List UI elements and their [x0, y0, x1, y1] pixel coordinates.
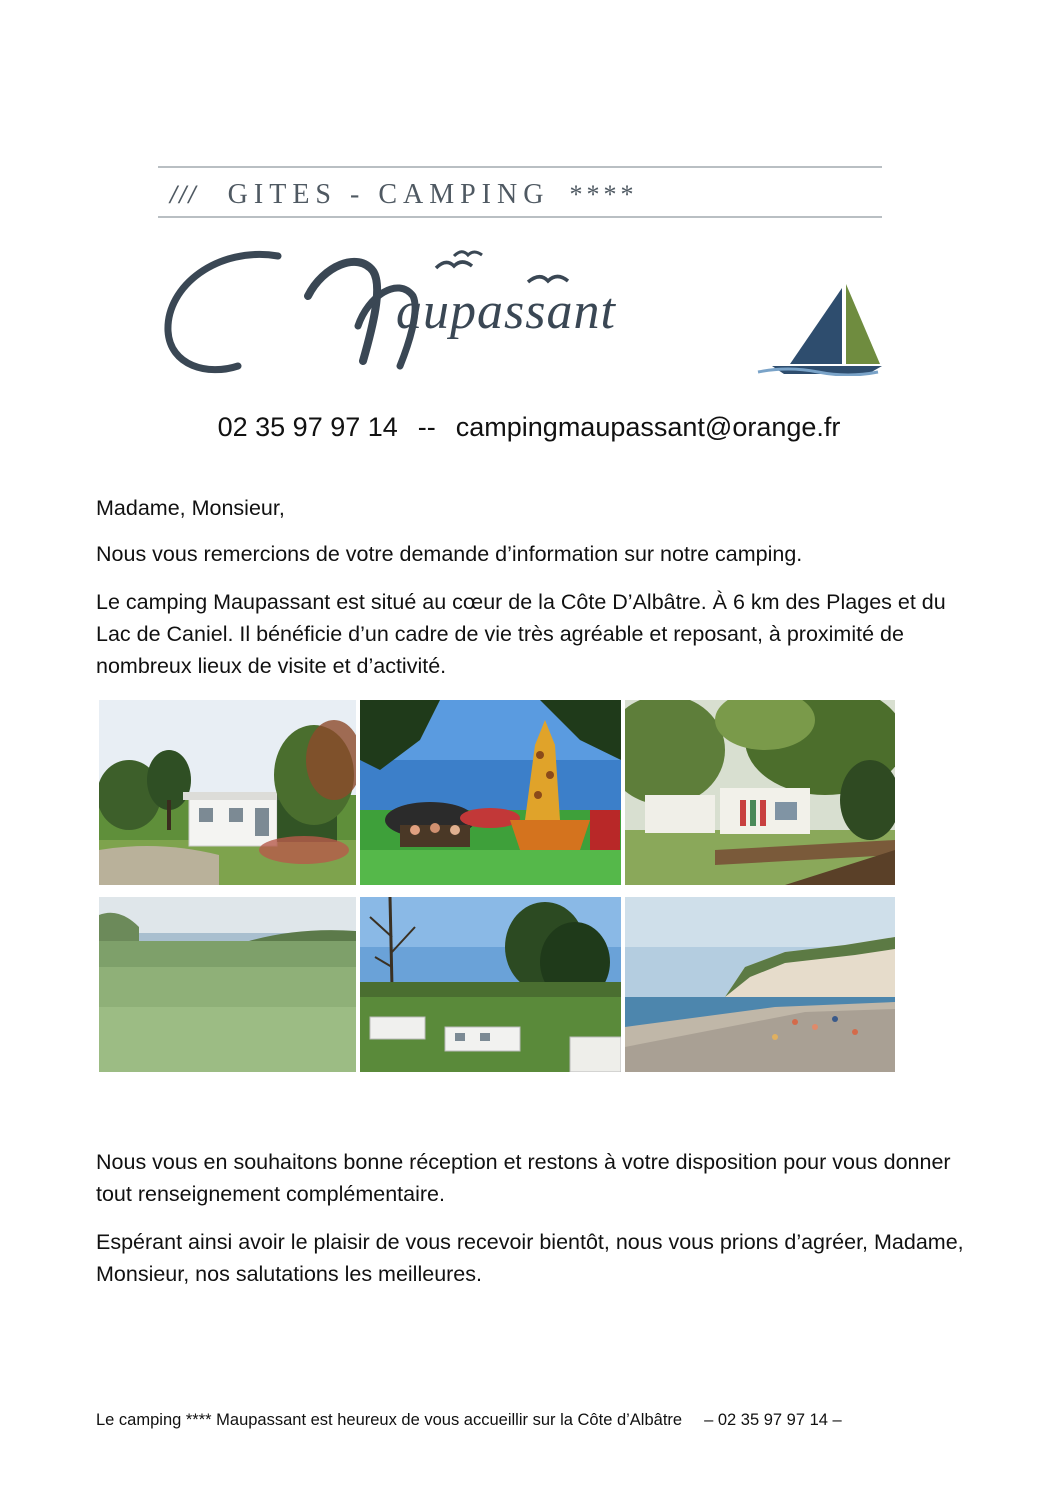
footer-text: Le camping **** Maupassant est heureux de vous accueillir sur la Côte d’Albâtre [96, 1411, 683, 1429]
logo-header [158, 175, 882, 215]
contact-email[interactable]: campingmaupassant@orange.fr [455, 412, 841, 442]
page-footer [96, 1411, 842, 1430]
photo-grid [99, 700, 895, 1072]
photo-mobile-homes-pines [360, 897, 621, 1072]
letter-closing-availability: Nous vous en souhaitons bonne réception et restons à votre disposition pour vous donner tout renseignement complémentaire. [96, 1150, 951, 1206]
photo-mobile-home-lawn [99, 700, 356, 885]
photo-giraffe-bouncy-castle [360, 700, 621, 885]
logo-name: aupassant [396, 283, 616, 340]
letter-closing-salutation: Espérant ainsi avoir le plaisir de vous recevoir bientôt, nous vous prions d’agréer, Madame, Monsieur, nos salutations les meilleures. [96, 1230, 964, 1286]
photo-beach-cliffs [625, 897, 895, 1072]
contact-phone: 02 35 97 97 14 [217, 412, 398, 442]
photo-field-and-sea [99, 897, 356, 1072]
letter-description: Le camping Maupassant est situé au cœur de la Côte D’Albâtre. À 6 km des Plages et du Lac de Caniel. Il bénéficie d’un cadre de vie très agréable et reposant, à proximité de nombreux lieux de visite et d’activité. [96, 590, 946, 678]
camping-logo [158, 166, 884, 376]
contact-separator: -- [417, 412, 436, 442]
letter-thanks: Nous vous remercions de votre demande d’information sur notre camping. [96, 542, 803, 566]
logo-marks: /// [170, 180, 198, 209]
logo-bottom-rule [158, 216, 882, 218]
logo-title: GITES - CAMPING [227, 179, 550, 210]
letter-greeting: Madame, Monsieur, [96, 496, 285, 520]
footer-phone: – 02 35 97 97 14 – [704, 1411, 842, 1429]
logo-top-rule [158, 166, 882, 168]
contact-line [0, 412, 1058, 443]
logo-stars: **** [569, 180, 638, 209]
photo-chalets-under-trees [625, 700, 895, 885]
